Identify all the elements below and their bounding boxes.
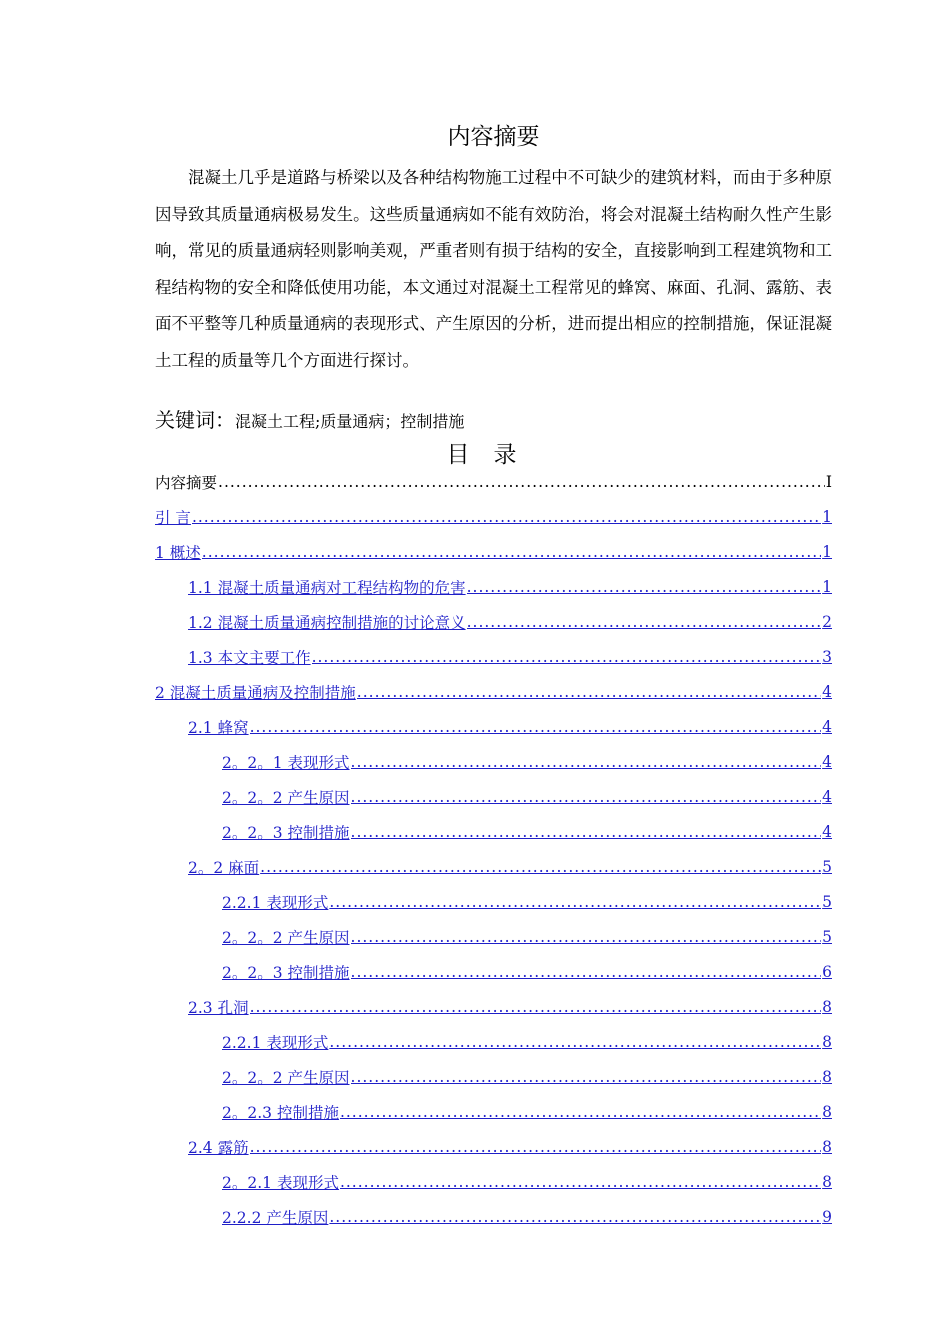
toc-entry[interactable] [155, 674, 832, 709]
toc-leader-dots [250, 1138, 822, 1156]
toc-leader-dots [329, 893, 821, 911]
toc-entry-label: 2。2。2 产生原因 [222, 788, 350, 807]
toc-leader-dots [260, 858, 821, 876]
toc-entry-label: 2.2.2 产生原因 [222, 1208, 329, 1227]
toc-entry-page: 5 [822, 892, 832, 911]
toc-leader-dots [351, 823, 822, 841]
toc-entry-page: 3 [822, 647, 832, 666]
toc-entry-page: 8 [822, 1137, 832, 1156]
toc-entry-page: 6 [822, 962, 832, 981]
toc-entry-page: 4 [822, 822, 832, 841]
toc-entry[interactable] [155, 1129, 832, 1164]
keywords-label: 关键词： [155, 408, 235, 432]
toc-leader-dots [218, 473, 825, 491]
toc-entry-page: I [825, 472, 832, 491]
toc-entry[interactable] [155, 1199, 832, 1234]
toc-leader-dots [312, 648, 822, 666]
toc-entry[interactable] [155, 1164, 832, 1199]
keywords-line [155, 404, 464, 433]
toc-entry-page: 8 [822, 1032, 832, 1051]
toc-entry-page: 1 [822, 577, 832, 596]
toc-entry-page: 4 [822, 787, 832, 806]
toc-leader-dots [202, 543, 821, 561]
toc-leader-dots [351, 788, 822, 806]
toc-entry-label: 2。2。1 表现形式 [222, 753, 350, 772]
toc-entry-label: 2。2。3 控制措施 [222, 963, 350, 982]
toc-leader-dots [340, 1103, 821, 1121]
toc-entry[interactable] [155, 744, 832, 779]
toc-leader-dots [351, 928, 822, 946]
toc-entry[interactable] [155, 639, 832, 674]
toc-entry-label: 2.2.1 表现形式 [222, 893, 329, 912]
abstract-body: 混凝土几乎是道路与桥梁以及各种结构物施工过程中不可缺少的建筑材料，而由于多种原因导致其质量通病极易发生。这些质量通病如不能有效防治，将会对混凝土结构耐久性产生影响，常见的质量通病轻则影响美观，严重者则有损于结构的安全，直接影响到工程建筑物和工程结构物的安全和降低使用功能，本文通过对混凝土工程常见的蜂窝、麻面、孔洞、露筋、表面不平整等几种质量通病的表现形式、产生原因的分析，进而提出相应的控制措施，保证混凝土工程的质量等几个方面进行探讨。 [155, 168, 832, 370]
toc-entry-label: 2.4 露筋 [188, 1138, 249, 1157]
toc-entry-page: 4 [822, 717, 832, 736]
toc-entry[interactable] [155, 604, 832, 639]
toc-entry-label: 1.1 混凝土质量通病对工程结构物的危害 [188, 578, 466, 597]
table-of-contents [155, 464, 832, 1234]
toc-entry-page: 8 [822, 1067, 832, 1086]
toc-leader-dots [467, 613, 822, 631]
keywords-text: 混凝土工程;质量通病；控制措施 [235, 412, 465, 431]
toc-entry-label: 2.2.1 表现形式 [222, 1033, 329, 1052]
toc-entry-page: 2 [822, 612, 832, 631]
toc-entry[interactable] [155, 709, 832, 744]
toc-entry-label: 2 混凝土质量通病及控制措施 [155, 683, 356, 702]
toc-entry-page: 8 [822, 997, 832, 1016]
toc-entry-page: 8 [822, 1172, 832, 1191]
toc-entry[interactable] [155, 1094, 832, 1129]
toc-entry-label: 2.1 蜂窝 [188, 718, 249, 737]
toc-entry[interactable] [155, 499, 832, 534]
toc-entry[interactable] [155, 1024, 832, 1059]
toc-leader-dots [357, 683, 821, 701]
toc-entry[interactable] [155, 569, 832, 604]
toc-entry-page: 1 [822, 542, 832, 561]
toc-leader-dots [351, 963, 822, 981]
toc-title: 目录 [446, 442, 541, 468]
toc-entry-label: 2。2.3 控制措施 [222, 1103, 339, 1122]
toc-entry-page: 1 [822, 507, 832, 526]
toc-entry-page: 8 [822, 1102, 832, 1121]
toc-entry-page: 9 [822, 1207, 832, 1226]
toc-entry-label: 1 概述 [155, 543, 201, 562]
toc-entry-label: 2。2。2 产生原因 [222, 928, 350, 947]
toc-entry-page: 5 [822, 927, 832, 946]
toc-entry-label: 2.3 孔洞 [188, 998, 249, 1017]
toc-leader-dots [467, 578, 822, 596]
toc-entry-label: 2。2.1 表现形式 [222, 1173, 339, 1192]
toc-entry[interactable] [155, 779, 832, 814]
toc-leader-dots [329, 1208, 821, 1226]
toc-entry[interactable] [155, 954, 832, 989]
toc-entry-label: 1.3 本文主要工作 [188, 648, 311, 667]
toc-entry-label: 内容摘要 [155, 473, 218, 492]
toc-entry-page: 5 [822, 857, 832, 876]
toc-entry [155, 464, 832, 499]
toc-entry-label: 2。2。3 控制措施 [222, 823, 350, 842]
toc-entry-label: 1.2 混凝土质量通病控制措施的讨论意义 [188, 613, 466, 632]
toc-entry[interactable] [155, 919, 832, 954]
toc-leader-dots [351, 1068, 822, 1086]
toc-entry[interactable] [155, 534, 832, 569]
toc-leader-dots [250, 998, 822, 1016]
toc-entry-page: 4 [822, 752, 832, 771]
toc-leader-dots [192, 508, 821, 526]
toc-entry[interactable] [155, 814, 832, 849]
toc-leader-dots [329, 1033, 821, 1051]
toc-leader-dots [340, 1173, 821, 1191]
toc-entry-page: 4 [822, 682, 832, 701]
toc-entry[interactable] [155, 849, 832, 884]
toc-entry[interactable] [155, 989, 832, 1024]
toc-leader-dots [250, 718, 822, 736]
toc-entry[interactable] [155, 1059, 832, 1094]
abstract-title: 内容摘要 [447, 124, 540, 150]
toc-entry-label: 2。2。2 产生原因 [222, 1068, 350, 1087]
toc-entry-label: 引 言 [155, 508, 191, 527]
toc-leader-dots [351, 753, 822, 771]
toc-entry-label: 2。2 麻面 [188, 858, 260, 877]
toc-entry[interactable] [155, 884, 832, 919]
